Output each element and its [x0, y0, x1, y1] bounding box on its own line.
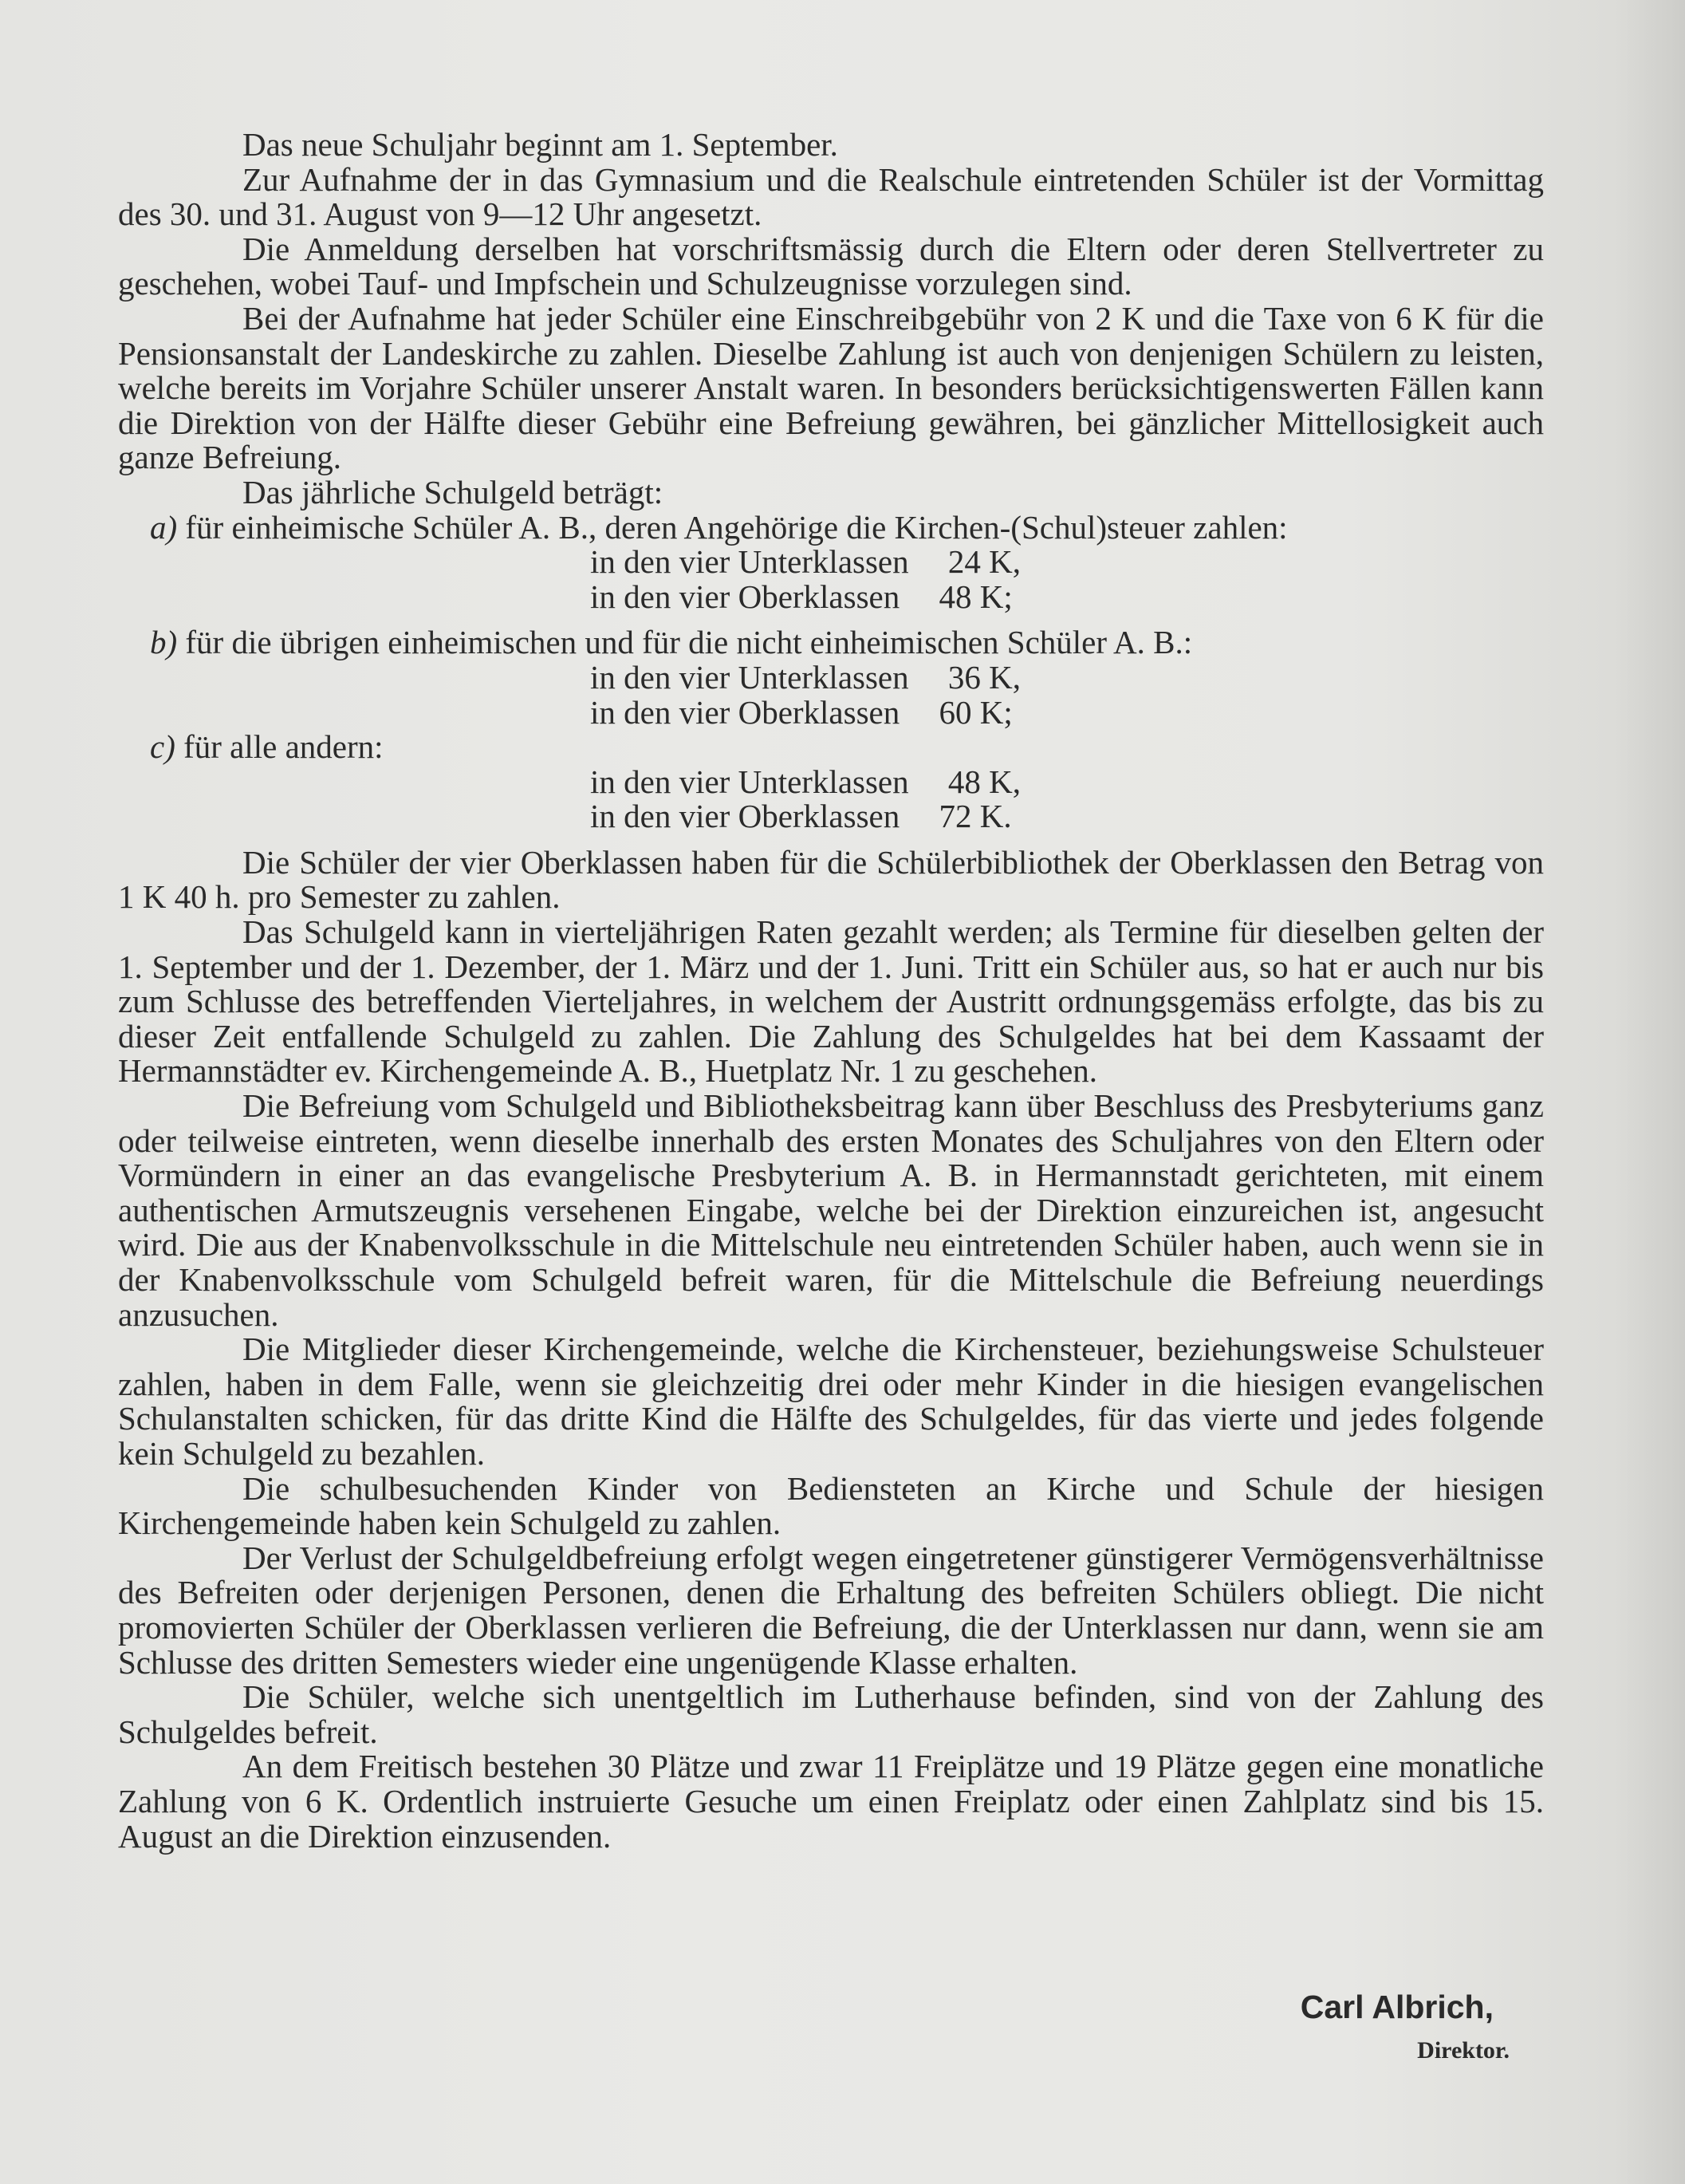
paragraph-loss-of-exemption: Der Verlust der Schulgeldbefreiung erfolgt wegen eingetretener günstigerer Vermögensverhältnisse des Befreiten oder derjenigen Personen, denen die Erhaltung des befreiten Schülers obliegt. Die nicht promovierten Schüler der Oberklassen verlieren die Befreiung, die der Unterklassen nur dann, wenn sie am Schlusse des dritten Semesters wieder eine ungenügende Klasse erhalten.	[118, 1539, 1544, 1681]
fee-amount-value: 48	[939, 578, 972, 615]
paragraph-admission: Zur Aufnahme der in das Gymnasium und die Realschule eintretenden Schüler ist der Vormittag des 30. und 31. August von 9—12 Uhr angesetzt.	[118, 160, 1544, 233]
fee-amount-prefix: in den vier Unterklassen	[590, 658, 909, 696]
fee-amount-suffix: K,	[989, 658, 1021, 696]
paragraph-enrollment-fee: Bei der Aufnahme hat jeder Schüler eine Einschreibgebühr von 2 K und die Taxe von 6 K für die Pensionsanstalt der Landeskirche zu zahlen. Dieselbe Zahlung ist auch von denjenigen Schülern zu leisten, welche bereits im Vorjahre Schüler unserer Anstalt waren. In besonders berücksichtigenswerten Fällen kann die Direktion von der Hälfte dieser Gebühr eine Befreiung gewähren, bei gänzlicher Mittellosigkeit auch ganze Befreiung.	[118, 299, 1544, 476]
signature-title: Direktor.	[1417, 2037, 1510, 2064]
page-edge-shadow	[1613, 0, 1685, 2184]
fee-amounts	[590, 660, 1544, 730]
signature-block	[1300, 1989, 1510, 2064]
fee-item-label: c)	[150, 728, 175, 766]
paragraph-freitisch: An dem Freitisch bestehen 30 Plätze und zwar 11 Freiplätze und 19 Plätze gegen eine monatliche Zahlung von 6 K. Ordentlich instruierte Gesuche um einen Freiplatz oder einen Zahlplatz sind bis 15. August an die Direktion einzusenden.	[118, 1748, 1544, 1855]
paragraph-sibling-discount: Die Mitglieder dieser Kirchengemeinde, welche die Kirchensteuer, beziehungsweise Schulsteuer zahlen, haben in dem Falle, wenn sie gleichzeitig drei oder mehr Kinder in die hiesigen evangelischen Schulanstalten schicken, für das dritte Kind die Hälfte des Schulgeldes, für das vierte und jedes folgende kein Schulgeld zu bezahlen.	[118, 1331, 1544, 1472]
fee-item-label: a)	[150, 508, 178, 546]
paragraph-annual-fee-intro: Das jährliche Schulgeld beträgt:	[242, 473, 663, 511]
fee-amount-prefix: in den vier Unterklassen	[590, 763, 909, 800]
fee-amount-suffix: K;	[979, 578, 1013, 615]
fee-item-label: b)	[150, 624, 178, 661]
signature-name: Carl Albrich,	[1300, 1989, 1494, 2025]
fee-item	[118, 730, 1544, 765]
fee-amount-value: 60	[939, 693, 972, 731]
fee-amount-line	[590, 545, 1544, 580]
fee-amount-prefix: in den vier Unterklassen	[590, 543, 909, 581]
fee-amount-value: 24	[947, 543, 981, 581]
paragraph-payment-terms: Das Schulgeld kann in vierteljährigen Raten gezahlt werden; als Termine für dieselben gelten der 1. September und der 1. Dezember, der 1. März und der 1. Juni. Tritt ein Schüler aus, so hat er auch nur bis zum Schlusse des betreffenden Vierteljahres, in welchem der Austritt ordnungsgemäss erfolgte, das bis zu dieser Zeit entfallende Schulgeld zu zahlen. Die Zahlung des Schulgeldes hat bei dem Kassaamt der Hermannstädter ev. Kirchengemeinde A. B., Huetplatz Nr. 1 zu geschehen.	[118, 913, 1544, 1090]
fee-amount-prefix: in den vier Oberklassen	[590, 578, 900, 615]
fee-amount-value: 72	[939, 798, 972, 835]
fee-amount-value: 36	[947, 658, 981, 696]
paragraph-library-fee: Die Schüler der vier Oberklassen haben für die Schülerbibliothek der Oberklassen den Betrag von 1 K 40 h. pro Semester zu zahlen.	[118, 843, 1544, 916]
fee-amount-line	[590, 693, 1544, 731]
paragraph-registration: Die Anmeldung derselben hat vorschriftsmässig durch die Eltern oder deren Stellvertreter zu geschehen, wobei Tauf- und Impfschein und Schulzeugnisse vorzulegen sind.	[118, 230, 1544, 302]
paragraph-lutherhaus: Die Schüler, welche sich unentgeltlich im Lutherhause befinden, sind von der Zahlung des Schulgeldes befreit.	[118, 1678, 1544, 1750]
fee-amount-suffix: K.	[979, 798, 1012, 835]
paragraph-exemption: Die Befreiung vom Schulgeld und Bibliotheksbeitrag kann über Beschluss des Presbyteriums ganz oder teilweise eintreten, wenn dieselbe innerhalb des ersten Monates des Schuljahres von den Eltern oder Vormündern in einer an das evangelische Presbyterium A. B. in Hermannstadt gerichteten, mit einem authentischen Armutszeugnis versehenen Eingabe, welche bei der Direktion einzureichen ist, angesucht wird. Die aus der Knabenvolksschule in die Mittelschule neu eintretenden Schüler haben, auch wenn sie in der Knabenvolksschule vom Schulgeld befreit waren, für die Mittelschule die Befreiung neuerdings anzusuchen.	[118, 1087, 1544, 1333]
fee-amount-value: 48	[947, 763, 981, 800]
fee-amount-prefix: in den vier Oberklassen	[590, 798, 900, 835]
fee-item	[118, 508, 1544, 546]
fee-amount-line	[590, 799, 1544, 834]
fee-amount-suffix: K,	[989, 543, 1021, 581]
fee-item-text: für die übrigen einheimischen und für die nicht einheimischen Schüler A. B.:	[185, 624, 1193, 661]
fee-item-text: für einheimische Schüler A. B., deren Angehörige die Kirchen-(Schul)steuer zahlen:	[185, 508, 1288, 546]
document-body	[118, 128, 1544, 1854]
paragraph-school-year: Das neue Schuljahr beginnt am 1. September.	[242, 126, 838, 163]
fee-amount-suffix: K;	[979, 693, 1013, 731]
fee-amount-prefix: in den vier Oberklassen	[590, 693, 900, 731]
fee-amounts	[590, 765, 1544, 834]
fee-amount-line	[590, 580, 1544, 615]
fee-amounts	[590, 545, 1544, 614]
fee-amount-line	[590, 660, 1544, 696]
fee-item-text: für alle andern:	[183, 728, 384, 766]
fee-amount-suffix: K,	[989, 763, 1021, 800]
paragraph-staff-children: Die schulbesuchenden Kinder von Bediensteten an Kirche und Schule der hiesigen Kirchengemeinde haben kein Schulgeld zu zahlen.	[118, 1469, 1544, 1542]
fee-amount-line	[590, 765, 1544, 800]
fee-item	[118, 625, 1544, 660]
